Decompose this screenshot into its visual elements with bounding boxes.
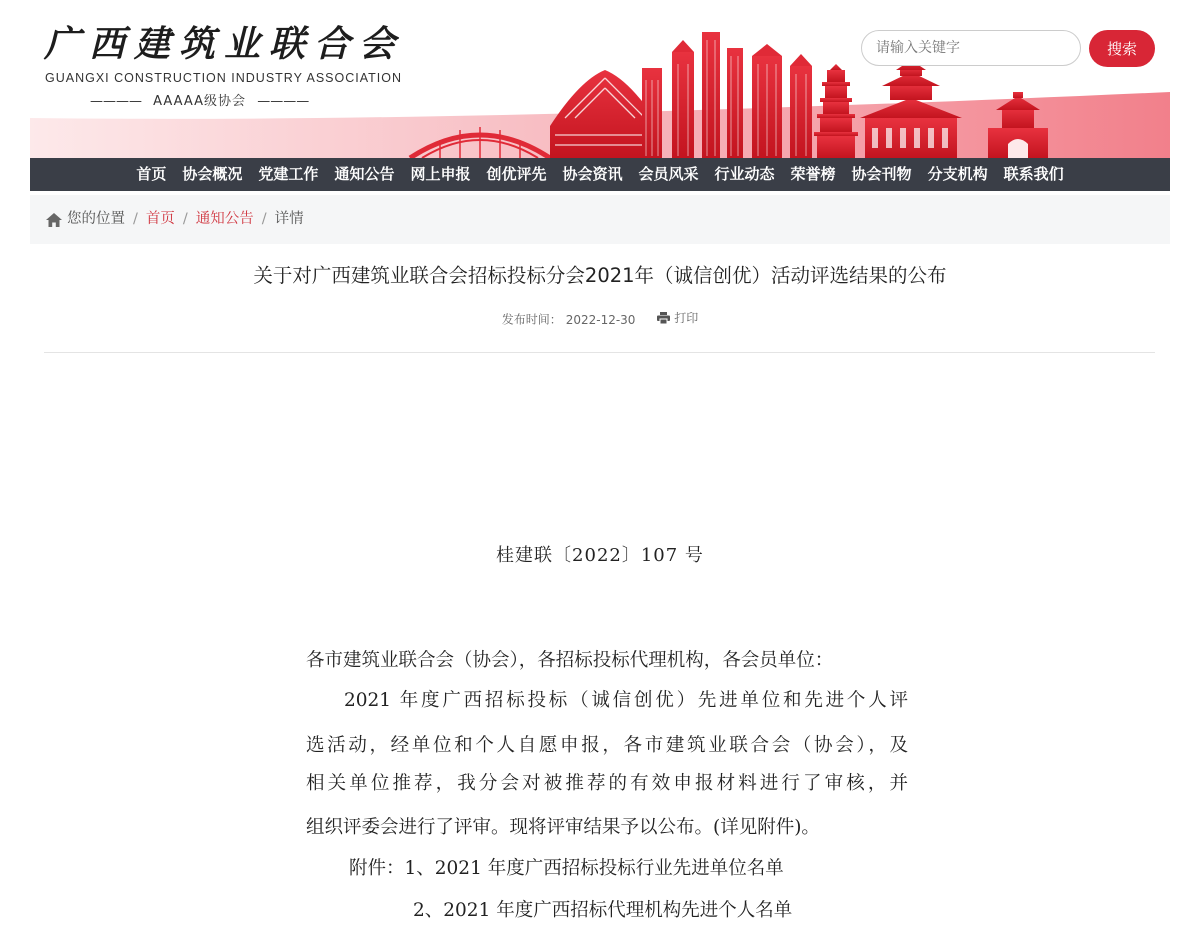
main-nav	[30, 158, 1170, 191]
attachment-line-1: 附件：1、2021 年度广西招标投标行业先进单位名单	[349, 858, 784, 879]
org-name-en: GUANGXI CONSTRUCTION INDUSTRY ASSOCIATION	[45, 71, 403, 85]
breadcrumb-notices[interactable]: 通知公告	[195, 211, 254, 227]
salutation-line: 各市建筑业联合会（协会），各招标投标代理机构，各会员单位：	[306, 650, 834, 671]
nav-item-branches[interactable]: 分支机构	[927, 165, 988, 183]
search-input[interactable]	[861, 30, 1081, 66]
body-line: 2021 年度广西招标投标（诚信创优）先进单位和先进个人评	[344, 690, 908, 711]
publish-date: 2022-12-30	[565, 312, 636, 327]
grade-label: AAAAA级协会	[153, 94, 247, 109]
nav-item-contact[interactable]: 联系我们	[1003, 165, 1064, 183]
nav-item-news[interactable]: 协会资讯	[562, 165, 623, 183]
search-button[interactable]: 搜索	[1089, 30, 1155, 67]
nav-item-online-apply[interactable]: 网上申报	[410, 165, 471, 183]
nav-item-industry[interactable]: 行业动态	[714, 165, 775, 183]
body-line: 组织评委会进行了评审。现将评审结果予以公布。(详见附件)。	[306, 817, 820, 838]
nav-item-journal[interactable]: 协会刊物	[851, 165, 912, 183]
article-meta	[30, 309, 1170, 328]
nav-item-about[interactable]: 协会概况	[182, 165, 243, 183]
print-button[interactable]	[657, 309, 698, 326]
nav-item-awards-eval[interactable]: 创优评先	[486, 165, 547, 183]
grade-dash-left: ————	[90, 94, 142, 109]
nav-item-notices[interactable]: 通知公告	[334, 165, 395, 183]
print-label: 打印	[674, 311, 699, 325]
article-title: 关于对广西建筑业联合会招标投标分会2021年（诚信创优）活动评选结果的公布	[253, 264, 947, 287]
nav-item-home[interactable]: 首页	[136, 165, 167, 183]
home-icon	[46, 213, 62, 227]
breadcrumb	[30, 195, 1170, 244]
title-divider	[44, 352, 1155, 353]
grade-dash-right: ————	[257, 94, 310, 109]
nav-item-honors[interactable]: 荣誉榜	[790, 165, 836, 183]
org-name-cn: 广西建筑业联合会	[44, 23, 405, 65]
breadcrumb-separator: /	[182, 211, 188, 227]
breadcrumb-separator: /	[261, 211, 267, 227]
nav-item-members[interactable]: 会员风采	[638, 165, 699, 183]
breadcrumb-home[interactable]: 首页	[145, 211, 175, 227]
breadcrumb-separator: /	[133, 211, 138, 227]
body-line: 选活动，经单位和个人自愿申报，各市建筑业联合会（协会），及	[306, 735, 908, 756]
org-grade	[90, 90, 309, 109]
publish-label: 发布时间：	[501, 312, 562, 327]
breadcrumb-label: 您的位置	[67, 211, 125, 227]
nav-item-party[interactable]: 党建工作	[258, 165, 319, 183]
breadcrumb-current: 详情	[274, 211, 304, 227]
body-line: 相关单位推荐，我分会对被推荐的有效申报材料进行了审核，并	[306, 773, 908, 794]
document-number: 桂建联〔2022〕107 号	[496, 545, 704, 566]
printer-icon	[657, 312, 670, 324]
attachment-line-2: 2、2021 年度广西招标代理机构先进个人名单	[413, 900, 793, 921]
site-header	[30, 0, 1170, 158]
